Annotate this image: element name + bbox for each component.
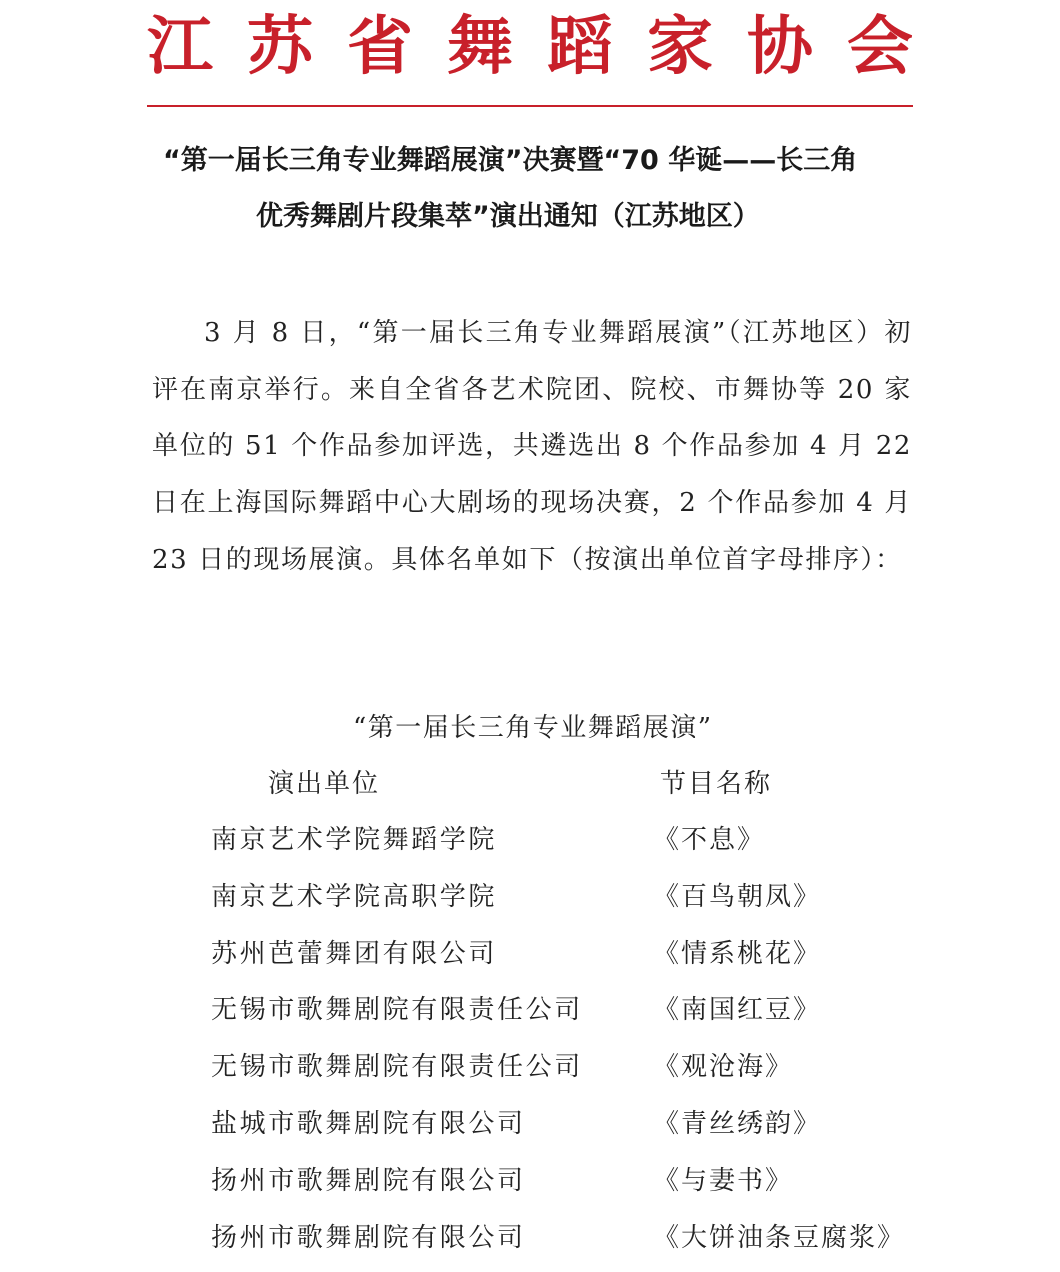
row-program: 《青丝绣韵》 [653, 1108, 822, 1139]
table-row [0, 1216, 1060, 1272]
table-row [0, 1102, 1060, 1159]
table-row [0, 875, 1060, 932]
letterhead-char: 家 [647, 8, 713, 84]
letterhead-char: 会 [847, 8, 913, 84]
table-caption: “第一届长三角专业舞蹈展演” [353, 713, 713, 743]
program-list [0, 818, 1060, 1272]
column-header-unit: 演出单位 [268, 769, 381, 799]
table-row [0, 988, 1060, 1045]
document-title-line-1: “第一届长三角专业舞蹈展演”决赛暨“70 华诞——长三角 [163, 145, 858, 176]
column-header-program: 节目名称 [660, 769, 773, 799]
row-unit: 扬州市歌舞剧院有限公司 [211, 1222, 526, 1253]
letterhead-char: 江 [147, 8, 213, 84]
table-row [0, 818, 1060, 875]
table-row [0, 932, 1060, 989]
row-program: 《南国红豆》 [653, 995, 822, 1026]
row-program: 《与妻书》 [653, 1165, 794, 1196]
row-unit: 盐城市歌舞剧院有限公司 [211, 1108, 526, 1139]
table-row [0, 1045, 1060, 1102]
row-unit: 无锡市歌舞剧院有限责任公司 [211, 995, 583, 1026]
document-title-line-2: 优秀舞剧片段集萃”演出通知（江苏地区） [256, 201, 760, 232]
row-program: 《情系桃花》 [653, 938, 822, 969]
body-paragraph: 3 月 8 日，“第一届长三角专业舞蹈展演”（江苏地区）初评在南京举行。来自全省各艺术院团、院校、市舞协等 20 家单位的 51 个作品参加评选，共遴选出 8 个作品参加 4 月 22 日在上海国际舞蹈中心大剧场的现场决赛，2 个作品参加 4 月 23 日的现场展演。具体名单如下（按演出单位首字母排序）： [152, 318, 912, 575]
letterhead-char: 协 [747, 8, 813, 84]
row-unit: 扬州市歌舞剧院有限公司 [211, 1165, 526, 1196]
letterhead-divider [147, 105, 913, 107]
letterhead-char: 苏 [247, 8, 313, 84]
row-program: 《百鸟朝凤》 [653, 881, 822, 912]
letterhead [147, 6, 913, 86]
row-program: 《大饼油条豆腐浆》 [653, 1222, 906, 1253]
letterhead-char: 蹈 [547, 8, 613, 84]
row-program: 《不息》 [653, 825, 766, 855]
letterhead-char: 舞 [447, 8, 513, 84]
row-unit: 南京艺术学院高职学院 [211, 881, 498, 912]
row-program: 《观沧海》 [653, 1052, 794, 1083]
letterhead-char: 省 [347, 8, 413, 84]
row-unit: 苏州芭蕾舞团有限公司 [211, 938, 498, 969]
table-row [0, 1159, 1060, 1216]
row-unit: 无锡市歌舞剧院有限责任公司 [211, 1052, 583, 1083]
row-unit: 南京艺术学院舞蹈学院 [211, 825, 498, 855]
